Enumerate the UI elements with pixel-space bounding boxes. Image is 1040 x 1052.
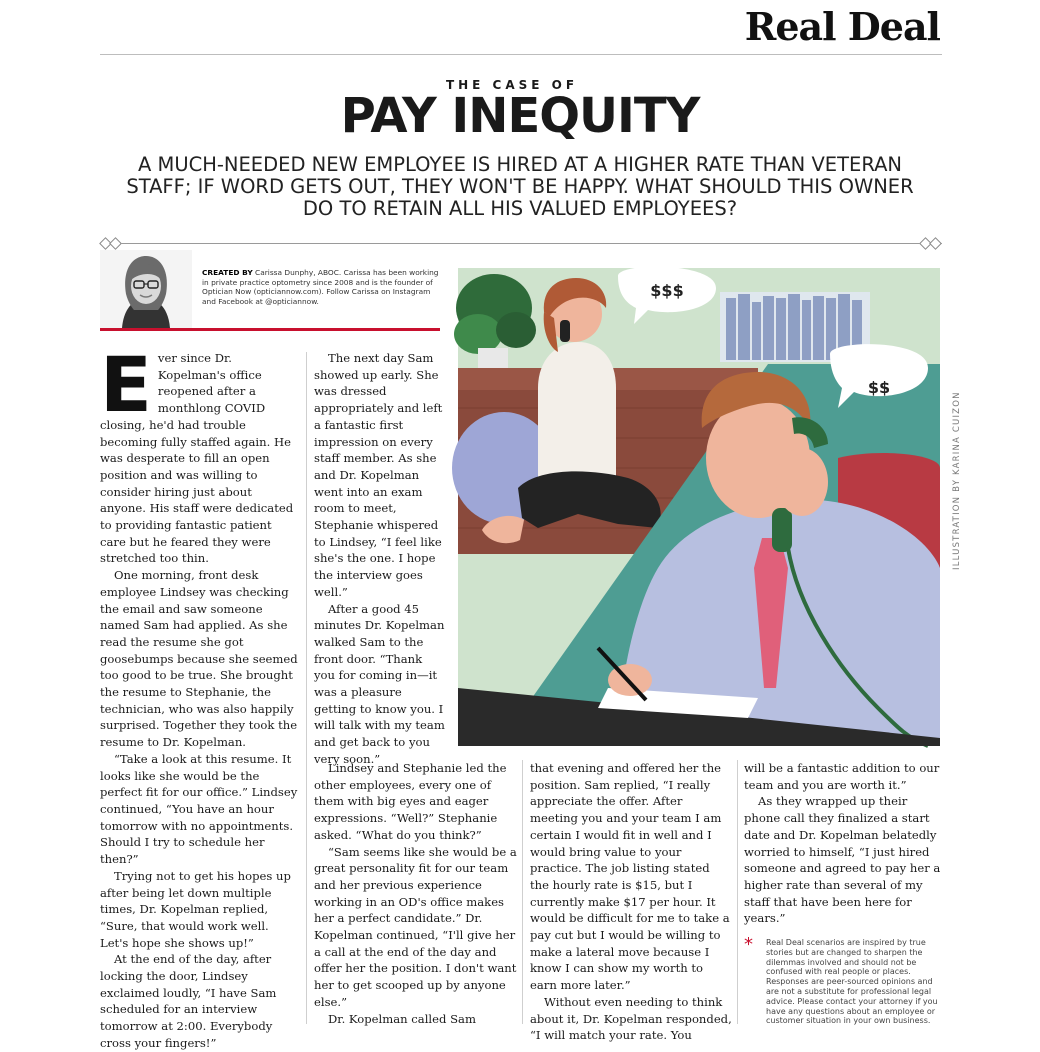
deck: A MUCH-NEEDED NEW EMPLOYEE IS HIRED AT A HIGHER RATE THAN VETERAN STAFF; IF WORD GETS OUT, THEY WON'T BE HAPPY. WHAT SHOULD THIS OWNER DO TO RETAIN ALL HIS VALUED EMPLOYEES?	[126, 153, 914, 220]
bubble-left-text: $$$	[650, 281, 684, 300]
paragraph: that evening and offered her the position. Sam replied, “I really appreciate the offer. After meeting you and your team I am certain I would fit in well and I would bring value to your practice. The job listing stated the hourly rate is $15, but I currently make $17 per hour. It would be difficult for me to take a pay cut but I would be willing to make a lateral move because I know I can show my worth to earn more later.”	[530, 761, 730, 993]
illustration	[458, 268, 940, 746]
paragraph: “Take a look at this resume. It looks like she would be the perfect fit for our office.” Lindsey continued, “You have an hour tomorrow with no appointments. Should I try to schedule her then?”	[100, 751, 298, 867]
body-column-3	[530, 760, 732, 1043]
paragraph: will be a fantastic addition to our team and you are worth it.”	[744, 761, 940, 792]
paragraph: One morning, front desk employee Lindsey was checking the email and saw someone named Sam had applied. As she read the resume she got goosebumps because she seemed too good to be true. She brought the resume to Stephanie, the technician, who was also happily surprised. Together they took the resume to Dr. Kopelman.	[100, 568, 298, 750]
author-bio: Carissa Dunphy, ABOC. Carissa has been working in private practice optometry since 2008 and is the founder of Optician Now (opticiannow.com). Follow Carissa on Instagram and Facebook at @opticiannow.	[202, 268, 439, 306]
kicker: THE CASE OF	[445, 78, 579, 92]
bubble-right-text: $$	[867, 378, 891, 397]
drop-cap: E	[100, 340, 152, 429]
body-column-2-lower	[314, 760, 517, 1024]
paragraph: Lindsey and Stephanie led the other employees, every one of them with big eyes and eager expressions. “Well?” Stephanie asked. “What do you think?”	[314, 761, 507, 842]
paragraph: As they wrapped up their phone call they finalized a start date and Dr. Kopelman belatedly worried to himself, “I just hired someone and agreed to pay her a higher rate than several of my staff that have been here for years.”	[744, 794, 941, 926]
body-column-4	[744, 760, 946, 935]
paragraph: Dr. Kopelman called Sam	[328, 1011, 476, 1026]
paragraph: Without even needing to think about it, Dr. Kopelman responded, “I will match your rate. You	[530, 994, 732, 1043]
column-rule	[737, 760, 738, 1024]
headline: PAY INEQUITY	[340, 88, 700, 144]
paragraph: The next day Sam showed up early. She was dressed appropriately and left a fantastic first impression on every staff member. As she and Dr. Kopelman went into an exam room to meet, Stephanie whispered to Lindsey, “I feel like she's the one. I hope the interview goes well.”	[314, 351, 443, 599]
author-label: CREATED BY	[202, 268, 253, 277]
author-credit	[202, 268, 442, 306]
paragraph: ver since Dr. Kopelman's office reopened after a monthlong COVID closing, he'd had trouble becoming fully staffed again. He was desperate to fill an open position and was willing to consider hiring just about anyone. His staff were dedicated to providing fantastic patient care but he feared they were stretched too thin.	[100, 351, 294, 566]
author-rule	[100, 328, 440, 331]
paragraph: “Sam seems like she would be a great personality fit for our team and her previous experience working in an OD's office makes her a perfect candidate.” Dr. Kopelman continued, “I'll give her a call at the end of the day and offer her the position. I don't want her to get scooped up by anyone else.”	[314, 844, 517, 1009]
paragraph: At the end of the day, after locking the door, Lindsey exclaimed loudly, “I have Sam scheduled for an interview tomorrow at 2:00. Everybody cross your fingers!”	[100, 952, 277, 1050]
illustration-art	[458, 268, 940, 746]
section-title: Real Deal	[744, 4, 940, 49]
paragraph: Trying not to get his hopes up after being let down multiple times, Dr. Kopelman replied, “Sure, that would work well. Let's hope she shows up!”	[100, 868, 291, 950]
column-rule	[306, 352, 307, 1024]
disclaimer: Real Deal scenarios are inspired by true stories but are changed to sharpen the dilemmas involved and should not be confused with real people or places. Responses are peer-sourced opinions and are not a substitute for professional legal advice. Please contact your attorney if you have any questions about an employee or customer situation in your own business.	[766, 938, 938, 1026]
illustration-credit: ILLUSTRATION BY KARINA CUIZON	[952, 391, 962, 570]
author-photo	[100, 250, 192, 328]
header-rule	[100, 54, 942, 55]
column-rule	[522, 760, 523, 1024]
paragraph: After a good 45 minutes Dr. Kopelman walked Sam to the front door. “Thank you for coming in—it was a pleasure getting to know you. I will talk with my team and get back to you very soon.”	[314, 601, 445, 766]
body-column-1	[100, 340, 300, 1050]
asterisk-icon: *	[744, 934, 753, 955]
